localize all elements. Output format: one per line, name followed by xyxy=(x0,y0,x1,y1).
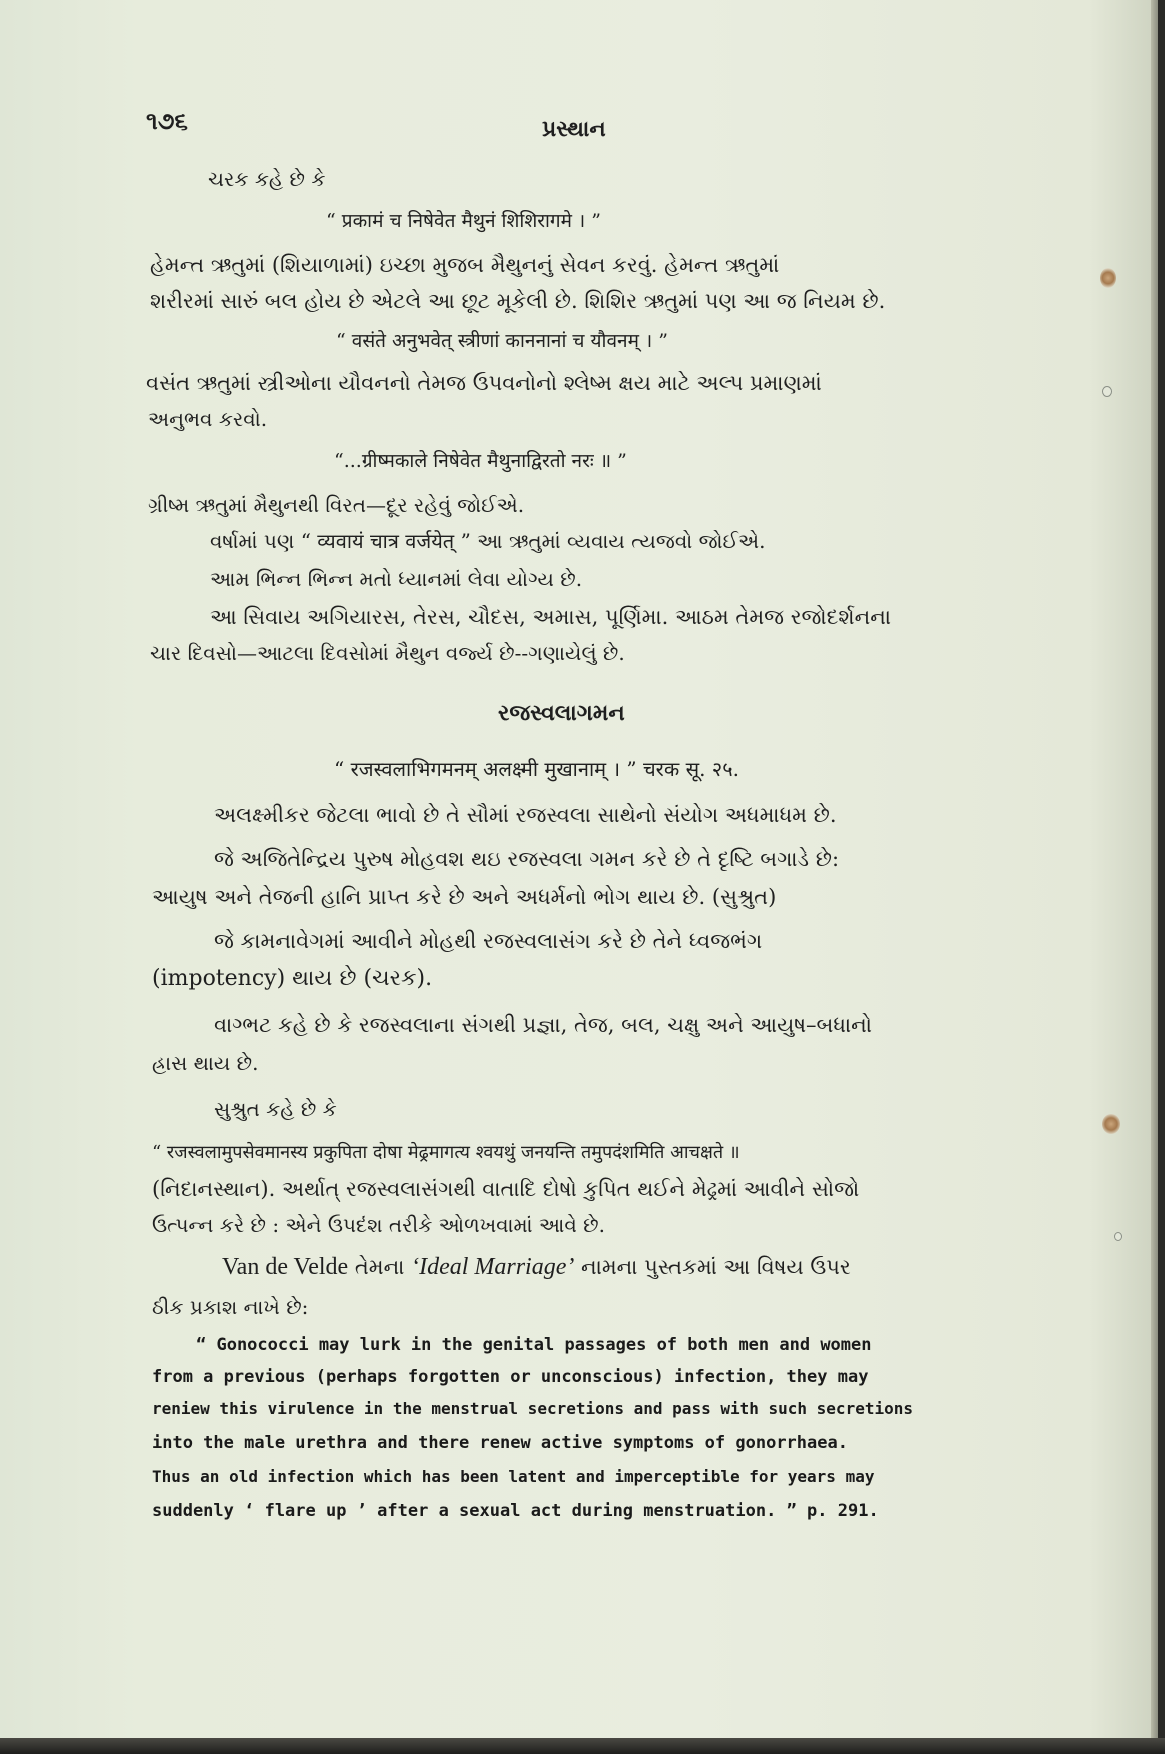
text-line: આમ ભિન્ન ભિન્ન મતો ધ્યાનમાં લેવા યોગ્ય છે. xyxy=(210,567,583,591)
page-number: ૧૭૬ xyxy=(146,106,188,135)
english-quote-line: suddenly ‘ flare up ’ after a sexual act during menstruation. ” p. 291. xyxy=(152,1501,879,1521)
english-quote-line: into the male urethra and there renew active symptoms of gonorrhaea. xyxy=(152,1433,848,1453)
sanskrit-verse: “ वसंते अनुभवेत् स्त्रीणां काननानां च यौवनम् । ” xyxy=(336,330,668,352)
sanskrit-verse: “ प्रकामं च निषेवेत मैथुनं शिशिरागमे । ” xyxy=(326,210,601,232)
english-quote-line: reniew this virulence in the menstrual secretions and pass with such secretions xyxy=(152,1399,913,1418)
binding-mark-small xyxy=(1102,386,1112,397)
english-quote-line: from a previous (perhaps forgotten or unconscious) infection, they may xyxy=(152,1367,869,1387)
text-line: વસંત ઋતુમાં સ્ત્રીઓના યૌવનનો તેમજ ઉપવનોનો શ્લેષ્મ ક્ષય માટે અલ્પ પ્રમાણમાં xyxy=(146,371,822,395)
sanskrit-verse: “ रजस्वलाभिगमनम् अलक्ष्मी मुखानाम् । ” चरक सू. २५. xyxy=(334,757,739,781)
text-line: આ સિવાય અગિયારસ, તેરસ, ચૌદસ, અમાસ, પૂર્ણિમા. આઠમ તેમજ રજોદર્શનના xyxy=(210,605,892,629)
text-line: શરીરમાં સારું બલ હોય છે એટલે આ છૂટ મૂકેલી છે. શિશિર ઋતુમાં પણ આ જ નિયમ છે. xyxy=(150,289,886,313)
text-line: અલક્ષ્મીકર જેટલા ભાવો છે તે સૌમાં રજસ્વલા સાથેનો સંયોગ અધમાધમ છે. xyxy=(214,803,837,827)
text-line: અનુભવ કરવો. xyxy=(148,407,268,431)
text-line: ચરક કહે છે કે xyxy=(208,167,326,191)
text-line: (impotency) થાય છે (ચરક). xyxy=(152,966,433,991)
text-line: વર્ષામાં પણ “ व्यवायं चात्र वर्जयेत् ” આ ઋતુમાં વ્યવાય ત્યજવો જોઈએ. xyxy=(210,529,766,553)
book-title: ‘Ideal Marriage’ xyxy=(411,1254,575,1280)
author-name: Van de Velde xyxy=(222,1254,349,1280)
binding-hole-bottom xyxy=(1102,1114,1120,1134)
binding-hole-top xyxy=(1100,268,1116,288)
scan-background-strip xyxy=(0,1738,1165,1754)
binding-mark-lower xyxy=(1114,1232,1122,1241)
section-heading: રજસ્વલાગમન xyxy=(498,700,625,726)
text-line: આયુષ અને તેજની હાનિ પ્રાપ્ત કરે છે અને અધર્મનો ભોગ થાય છે. (સુશ્રુત) xyxy=(152,885,777,909)
text-line: (નિદાનસ્થાન). અર્થાત્ રજસ્વલાસંગથી વાતાદિ દોષો કુપિત થઈને મેઢ્રમાં આવીને સોજો xyxy=(152,1177,860,1201)
sanskrit-verse: “ रजस्वलामुपसेवमानस्य प्रकुपिता दोषा मेढ्रमागत्य श्वयथुं जनयन्ति तमुपदंशमिति आचक्षते ॥ xyxy=(152,1142,740,1163)
text-line: હેમન્ત ઋતુમાં (શિયાળામાં) ઇચ્છા મુજબ મૈથુનનું સેવન કરવું. હેમન્ત ઋતુમાં xyxy=(150,253,780,277)
text-line: જે કામનાવેગમાં આવીને મોહથી રજસ્વલાસંગ કરે છે તેને ધ્વજભંગ xyxy=(214,929,763,953)
text-line: ચાર દિવસો—આટલા દિવસોમાં મૈથુન વર્જ્ય છે--ગણાયેલું છે. xyxy=(150,641,625,665)
text-line: ઉત્પન્ન કરે છે : એને ઉપદંશ તરીકે ઓળખવામાં આવે છે. xyxy=(152,1213,605,1237)
running-title: પ્રસ્થાન xyxy=(542,116,606,142)
english-quote-line: “ Gonococci may lurk in the genital passages of both men and women xyxy=(196,1335,872,1355)
english-quote-line: Thus an old infection which has been latent and imperceptible for years may xyxy=(152,1467,875,1486)
text-line: સુશ્રુત કહે છે કે xyxy=(214,1097,337,1121)
text-line: ગ્રીષ્મ ઋતુમાં મૈથુનથી વિરત—દૂર રહેવું જોઈએ. xyxy=(148,493,525,517)
page-edge xyxy=(1151,0,1158,1738)
text-fragment: નામના પુસ્તકમાં આ વિષય ઉપર xyxy=(574,1255,851,1279)
text-line: વાગ્ભટ કહે છે કે રજસ્વલાના સંગથી પ્રજ્ઞા, તેજ, બલ, ચક્ષુ અને આયુષ–બધાનો xyxy=(214,1013,873,1037)
text-line: ઠીક પ્રકાશ નાખે છે: xyxy=(152,1295,309,1319)
text-fragment: તેમના xyxy=(348,1255,412,1279)
text-line-mixed xyxy=(222,1254,851,1280)
text-line: જે અજિતેન્દ્રિય પુરુષ મોહવશ થઇ રજસ્વલા ગમન કરે છે તે દૃષ્ટિ બગાડે છે: xyxy=(214,847,840,871)
sanskrit-verse: “...ग्रीष्मकाले निषेवेत मैथुनाद्विरतो नरः ॥ ” xyxy=(334,450,627,472)
text-line: હ્રાસ થાય છે. xyxy=(152,1051,259,1075)
